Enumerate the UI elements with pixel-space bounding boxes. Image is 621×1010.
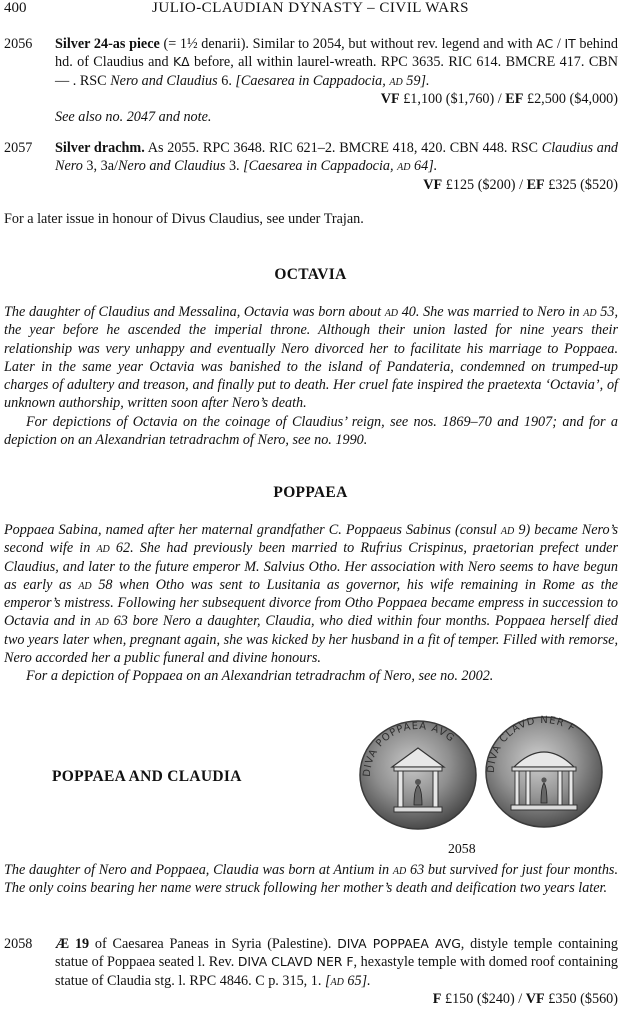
coin-legend-reverse: DIVA CLAVD NER F [485,715,578,774]
section-title-octavia: OCTAVIA [274,266,347,283]
section-title-poppaea-and-claudia: POPPAEA AND CLAUDIA [52,768,242,785]
price-line: VF £125 ($200) / EF £325 ($520) [423,176,618,193]
running-head: JULIO-CLAUDIAN DYNASTY – CIVIL WARS [152,0,469,16]
catalog-entry-2056 [4,35,618,126]
legend-text: KΔ [172,54,190,70]
coin-legend-obverse: DIVA POPPAEA AVG [361,720,457,778]
entry-number: 2056 [4,36,33,52]
catalog-entry-2058 [4,935,618,1008]
mint-date: [ad 65]. [324,972,371,989]
page-number: 400 [4,0,27,16]
entry-title: Æ 19 [55,936,90,952]
legend-text: IT [564,36,576,51]
entry-number: 2057 [4,140,33,156]
mint-date: [Caesarea in Cappadocia, ad 59]. [235,72,430,89]
legend-text: DIVA POPPAEA AVG [337,936,461,951]
price-line: F £150 ($240) / VF £350 ($560) [432,990,618,1007]
poppaea-claudia-intro: The daughter of Nero and Poppaea, Claudia was born at Antium in ad 63 but survived for just four months. The only coins bearing her name were struck following her mother’s death and deification two years later. [4,862,619,897]
octavia-biography: The daughter of Claudius and Messalina, Octavia was born about ad 40. She was married to Nero in ad 53, the year before he ascended the imperial throne. Although their union lasted for nine years their relationship was very unhappy and eventually Nero divorced her to facilitate his marriage to Poppaea. Later in the same year Octavia was banished to the island of Pandateria, condemned on trumped-up charges of adultery and treason, and finally put to death. Her cruel fate inspired the praetexta ‘Octavia’, of unknown authorship, written soon after Nero’s death. For depictions of Octavia on the coinage of Claudius’ reign, see nos. 1869–70 and 1907; and for a depiction on an Alexandrian tetradrachm of Nero, see no. 1990. [4,304,619,449]
entry-title: Silver 24-as piece [55,36,160,52]
section-title-poppaea: POPPAEA [273,484,348,501]
legend-text: DIVA CLAVD NER F [237,954,354,970]
coin-images [356,715,606,831]
entry-description: Silver 24-as piece (= 1½ denarii). Similar to 2054, but without rev. legend and with AC / IT behind hd. of Claudius and KΔ before, all within laurel-wreath. RPC 3635. RIC 614. BMCRE 417. CBN — . RSC Nero and Claudius 6. [Caesarea in Cappadocia, ad 59]. VF £1,100 ($1,760) / EF £2,500 ($4,000) See also no. 2047 and note. [55,36,618,126]
catalog-entry-2057 [4,139,618,194]
mint-date: [Caesarea in Cappadocia, ad 64]. [243,158,438,175]
price-line: VF £1,100 ($1,760) / EF £2,500 ($4,000) [380,90,618,107]
page-header [0,0,621,18]
coin-obverse [360,721,476,829]
see-also-note: See also no. 2047 and note. [55,109,212,126]
entry-description: Æ 19 of Caesarea Paneas in Syria (Palestine). DIVA POPPAEA AVG, distyle temple containing statue of Poppaea seated l. Rev. DIVA CLAVD NER F, hexastyle temple with domed roof containing statue of Claudia stg. l. RPC 4846. C p. 315, 1. [ad 65]. F £150 ($240) / VF £350 ($560) [55,936,619,1007]
poppaea-biography: Poppaea Sabina, named after her maternal grandfather C. Poppaeus Sabinus (consul ad 9) became Nero’s second wife in ad 62. She had previously been married to Rufrius Crispinus, praetorian prefect under Claudius, and later to the future emperor M. Salvius Otho. Her association with Nero seems to have begun as early as ad 58 when Otho was sent to Lusitania as governor, his wife remaining in Rome as the emperor’s mistress. Following her subsequent divorce from Otho Poppaea became empress in succession to Octavia and in ad 63 bore Nero a daughter, Claudia, who died within four months. Poppaea herself died two years later when, pregnant again, she was kicked by her husband in a fit of temper. Filled with remorse, Nero accorded her a public funeral and divine honours. For a depiction of Poppaea on an Alexandrian tetradrachm of Nero, see no. 2002. [4,522,618,685]
legend-text: AC [536,36,554,51]
coin-reverse [486,715,602,827]
coin-caption: 2058 [448,841,476,856]
entry-number: 2058 [4,936,33,952]
coin-photo-2058 [356,715,606,831]
entry-description: Silver drachm. As 2055. RPC 3648. RIC 621–2. BMCRE 418, 420. CBN 448. RSC Claudius and Nero 3, 3a/Nero and Claudius 3. [Caesarea in Cappadocia, ad 64]. VF £125 ($200) / EF £325 ($520) [55,140,619,193]
entry-title: Silver drachm. [55,140,145,156]
later-issue-note: For a later issue in honour of Divus Claudius, see under Trajan. [4,211,364,227]
